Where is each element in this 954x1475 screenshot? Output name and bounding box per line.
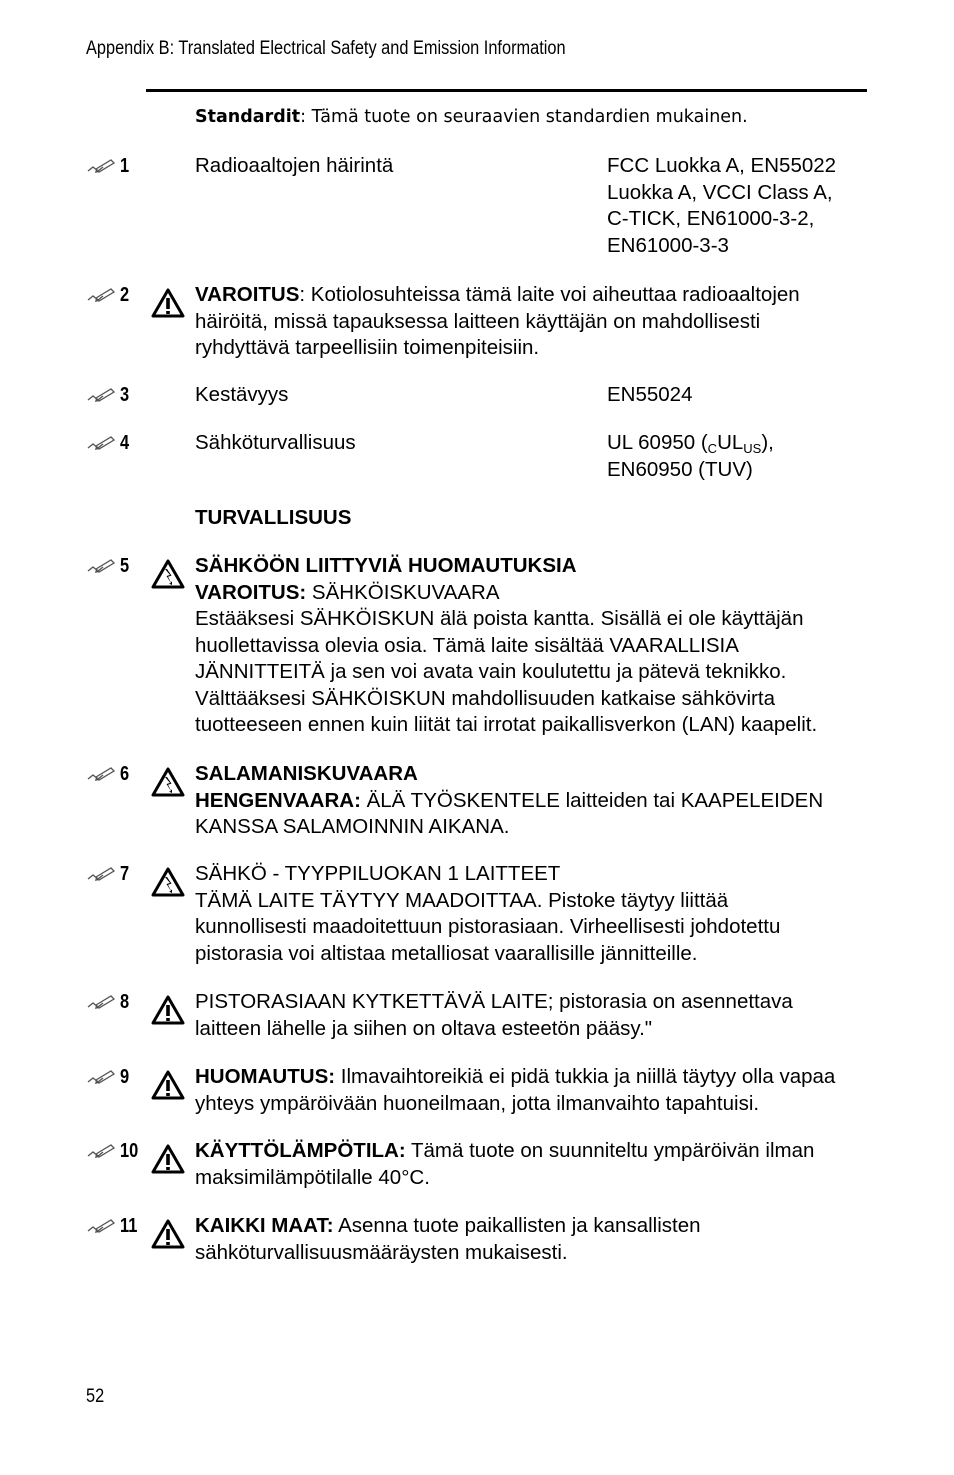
warning-icon <box>151 1143 185 1175</box>
pencil-icon <box>86 994 116 1010</box>
pencil-icon <box>86 1143 116 1159</box>
item-text: KAIKKI MAAT: Asenna tuote paikallisten ja kansallisten sähköturvallisuusmääräysten mukaisesti. <box>195 1214 701 1264</box>
item-number: 1 <box>120 154 130 177</box>
item-text: SÄHKÖÖN LIITTYVIÄ HUOMAUTUKSIA VAROITUS: SÄHKÖISKUVAARA Estääksesi SÄHKÖISKUN älä poista kantta. Sisällä ei ole käyttäjän huollettavissa olevia osia. Tämä laite sisältää VAARALLISIA JÄNNITTEITÄ ja sen voi avata vain koulutettu ja pätevä teknikko. Välttääksesi SÄHKÖISKUN mahdollisuuden katkaise sähkövirta tuotteeseen ennen kuin liität tai irrotat paikallisverkon (LAN) kaapelit. <box>195 554 818 736</box>
item-number: 5 <box>120 554 130 577</box>
page-number: 52 <box>86 1386 105 1407</box>
warning-icon <box>151 1069 185 1101</box>
item-text: HUOMAUTUS: Ilmavaihtoreikiä ei pidä tukkia ja niillä täytyy olla vapaa yhteys ympäröivään huoneilmaan, jotta ilmanvaihto tapahtuisi. <box>195 1065 836 1115</box>
pencil-icon <box>86 558 116 574</box>
item-number: 9 <box>120 1065 130 1088</box>
item-number: 4 <box>120 431 130 454</box>
item-text: SÄHKÖ - TYYPPILUOKAN 1 LAITTEET TÄMÄ LAITE TÄYTYY MAADOITTAA. Pistoke täytyy liittää kunnollisesti maadoitettuun pistorasiaan. Virheellisesti johdotettu pistorasia voi altistaa metalliosat vaarallisille jännitteille. <box>195 862 781 965</box>
item-text: KÄYTTÖLÄMPÖTILA: Tämä tuote on suunniteltu ympäröivän ilman maksimilämpötilalle 40°C. <box>195 1139 815 1189</box>
item-value: EN55024 <box>607 383 693 406</box>
item-number: 6 <box>120 762 130 785</box>
electric-shock-icon <box>151 558 185 590</box>
item-number: 3 <box>120 383 130 406</box>
item-text: SALAMANISKUVAARA HENGENVAARA: ÄLÄ TYÖSKENTELE laitteiden tai KAAPELEIDEN KANSSA SALAMOINNIN AIKANA. <box>195 762 824 838</box>
standards-label: Standardit <box>195 107 301 127</box>
section-heading: TURVALLISUUS <box>195 506 352 529</box>
pencil-icon <box>86 287 116 303</box>
item-value: UL 60950 $(_CUL_{US})$, EN60950 (TUV) <box>607 431 774 481</box>
warning-icon <box>151 287 185 319</box>
pencil-icon <box>86 387 116 403</box>
item-value: FCC Luokka A, EN55022 Luokka A, VCCI Class A, C-TICK, EN61000-3-2, EN61000-3-3 <box>607 154 837 257</box>
running-header: Appendix B: Translated Electrical Safety and Emission Information <box>86 38 566 59</box>
pencil-icon <box>86 766 116 782</box>
item-number: 11 <box>120 1214 138 1237</box>
lightning-icon <box>151 766 185 798</box>
pencil-icon <box>86 1069 116 1085</box>
electric-shock-icon <box>151 866 185 898</box>
item-number: 10 <box>120 1139 139 1162</box>
item-title: Radioaaltojen häirintä <box>195 154 394 177</box>
item-title: Kestävyys <box>195 383 289 406</box>
item-number: 8 <box>120 990 130 1013</box>
item-text: PISTORASIAAN KYTKETTÄVÄ LAITE; pistorasia on asennettava laitteen lähelle ja siihen on oltava esteetön pääsy." <box>195 990 793 1040</box>
standards-text: : Tämä tuote on seuraavien standardien mukainen. <box>300 107 748 127</box>
header-rule <box>146 89 867 92</box>
item-number: 7 <box>120 862 130 885</box>
item-title: Sähköturvallisuus <box>195 431 356 454</box>
item-number: 2 <box>120 283 130 306</box>
warning-icon <box>151 994 185 1026</box>
item-text: VAROITUS: Kotiolosuhteissa tämä laite voi aiheuttaa radioaaltojen häiröitä, missä tapauksessa laitteen käyttäjän on mahdollisesti ryhdyttävä tarpeellisiin toimenpiteisiin. <box>195 283 800 359</box>
pencil-icon <box>86 435 116 451</box>
pencil-icon <box>86 158 116 174</box>
standards-intro <box>195 107 748 127</box>
pencil-icon <box>86 1218 116 1234</box>
pencil-icon <box>86 866 116 882</box>
warning-icon <box>151 1218 185 1250</box>
